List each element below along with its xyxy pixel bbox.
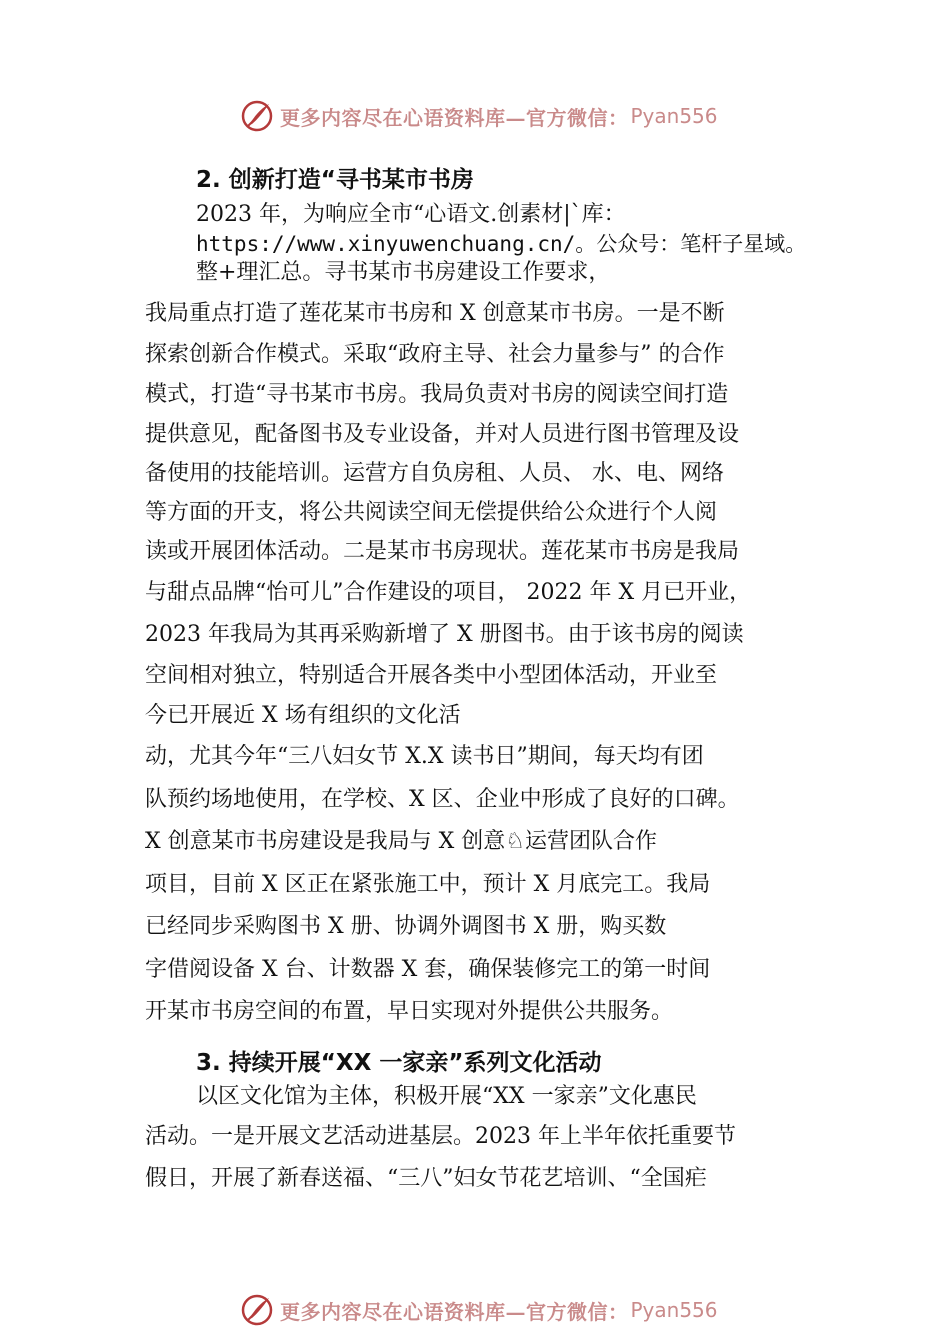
body-line: 提供意见，配备图书及专业设备，并对人员进行图书管理及设: [145, 422, 740, 447]
body-line: 今已开展近 X 场有组织的文化活: [145, 703, 461, 728]
section-heading-2: 2. 创新打造“寻书某市书房: [196, 167, 474, 193]
body-line: 队预约场地使用，在学校、X 区、企业中形成了良好的口碑。: [145, 787, 740, 812]
body-line: 整+理汇总。寻书某市书房建设工作要求，: [196, 260, 611, 285]
quill-logo-icon: [240, 1293, 274, 1327]
body-line: 与甜点品牌“怡可儿”合作建设的项目， 2022 年 X 月已开业，: [145, 580, 752, 605]
quill-logo-icon: [240, 99, 274, 133]
watermark-wechat-id: Pyan556: [630, 1298, 718, 1322]
watermark-header: [240, 96, 718, 136]
body-line: 活动。一是开展文艺活动进基层。2023 年上半年依托重要节: [145, 1124, 736, 1149]
watermark-footer: [240, 1290, 718, 1330]
body-line: 模式，打造“寻书某市书房。我局负责对书房的阅读空间打造: [145, 382, 729, 407]
watermark-wechat-id: Pyan556: [630, 104, 718, 128]
body-line: 等方面的开支，将公共阅读空间无偿提供给公众进行个人阅: [145, 500, 718, 525]
body-line: 读或开展团体活动。二是某市书房现状。莲花某市书房是我局: [145, 539, 740, 564]
body-line: 以区文化馆为主体，积极开展“XX 一家亲”文化惠民: [196, 1084, 697, 1109]
body-line: 备使用的技能培训。运营方自负房租、人员、 水、电、网络: [145, 461, 724, 486]
section-heading-3: 3. 持续开展“XX 一家亲”系列文化活动: [196, 1050, 602, 1076]
body-line: 2023 年，为响应全市“心语文.创素材|`库：: [196, 202, 626, 227]
watermark-text: 更多内容尽在心语资料库—官方微信：: [280, 1299, 629, 1324]
body-line: 动，尤其今年“三八妇女节 X.X 读书日”期间，每天均有团: [145, 744, 704, 769]
body-line: 已经同步采购图书 X 册、协调外调图书 X 册，购买数: [145, 914, 667, 939]
body-line: X 创意某市书房建设是我局与 X 创意♘运营团队合作: [145, 829, 658, 854]
body-line: 空间相对独立，特别适合开展各类中小型团体活动，开业至: [145, 663, 718, 688]
watermark-text: 更多内容尽在心语资料库—官方微信：: [280, 105, 629, 130]
body-line: 字借阅设备 X 台、计数器 X 套，确保装修完工的第一时间: [145, 957, 711, 982]
body-line: 2023 年我局为其再采购新增了 X 册图书。由于该书房的阅读: [145, 622, 744, 647]
body-line: 我局重点打造了莲花某市书房和 X 创意某市书房。一是不断: [145, 301, 725, 326]
body-line: 探索创新合作模式。采取“政府主导、社会力量参与” 的合作: [145, 342, 725, 367]
body-line: 项目，目前 X 区正在紧张施工中，预计 X 月底完工。我局: [145, 872, 711, 897]
body-line: 开某市书房空间的布置，早日实现对外提供公共服务。: [145, 999, 674, 1024]
body-line: 假日，开展了新春送福、“三八”妇女节花艺培训、“全国疟: [145, 1166, 707, 1191]
body-line-url: https://www.xinyuwenchuang.cn/。公众号：笔杆子星域。: [196, 232, 807, 256]
